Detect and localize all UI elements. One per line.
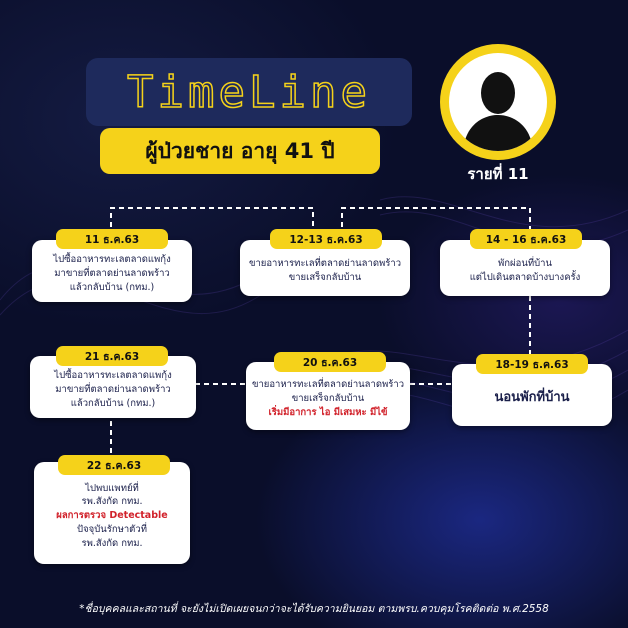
event-text: ขายอาหารทะเลที่ตลาดย่านลาดพร้าว xyxy=(251,379,405,391)
event-text: นอนพักที่บ้าน xyxy=(494,389,570,405)
test-result-alert: ผลการตรวจ Detectable xyxy=(56,510,168,522)
event-text: รพ.สังกัด กทม. xyxy=(81,496,143,508)
event-text: มาขายที่ตลาดย่านลาดพร้าว xyxy=(55,384,171,396)
event-text: ไปพบแพทย์ที่ xyxy=(85,482,139,494)
event-date-12-13-dec: 12-13 ธ.ค.63 xyxy=(270,229,382,249)
event-text: แล้วกลับบ้าน (กทม.) xyxy=(69,281,155,293)
event-card-22-dec xyxy=(34,462,190,564)
event-text: มาขายที่ตลาดย่านลาดพร้าว xyxy=(54,268,170,280)
footnote: *ชื่อบุคคลและสถานที่ จะยังไม่เปิดเผยจนกว่าจะได้รับความยินยอม ตามพรบ.ควบคุมโรคติดต่อ พ.ศ.2558 xyxy=(79,603,549,615)
event-date-20-dec: 20 ธ.ค.63 xyxy=(274,352,386,372)
symptom-alert: เริ่มมีอาการ ไอ มีเสมหะ มีไข้ xyxy=(268,406,388,418)
event-text: แล้วกลับบ้าน (กทม.) xyxy=(70,397,156,409)
page-title: TimeLine xyxy=(127,66,371,118)
event-card-11-dec xyxy=(32,240,192,302)
event-date-14-16-dec: 14 - 16 ธ.ค.63 xyxy=(470,229,582,249)
event-date-18-19-dec: 18-19 ธ.ค.63 xyxy=(476,354,588,374)
event-date-22-dec: 22 ธ.ค.63 xyxy=(58,455,170,475)
event-text: แต่ไปเดินตลาดบ้างบางครั้ง xyxy=(469,272,581,283)
event-text: ขายเสร็จกลับบ้าน xyxy=(291,393,365,405)
event-text: ไปซื้ออาหารทะเลตลาดแพกุ้ง xyxy=(53,254,171,266)
event-text: พักผ่อนที่บ้าน xyxy=(498,258,552,270)
patient-description: ผู้ป่วยชาย อายุ 41 ปี xyxy=(145,138,335,163)
event-text: ไปซื้ออาหารทะเลตลาดแพกุ้ง xyxy=(54,370,172,382)
event-card-20-dec xyxy=(246,362,410,430)
event-text: รพ.สังกัด กทม. xyxy=(81,537,143,549)
event-date-11-dec: 11 ธ.ค.63 xyxy=(56,229,168,249)
event-text: ขายเสร็จกลับบ้าน xyxy=(288,272,362,283)
event-text: ปัจจุบันรักษาตัวที่ xyxy=(77,523,147,535)
case-number: รายที่ 11 xyxy=(467,165,529,183)
event-text: ขายอาหารทะเลที่ตลาดย่านลาดพร้าว xyxy=(248,258,402,270)
event-date-21-dec: 21 ธ.ค.63 xyxy=(56,346,168,366)
